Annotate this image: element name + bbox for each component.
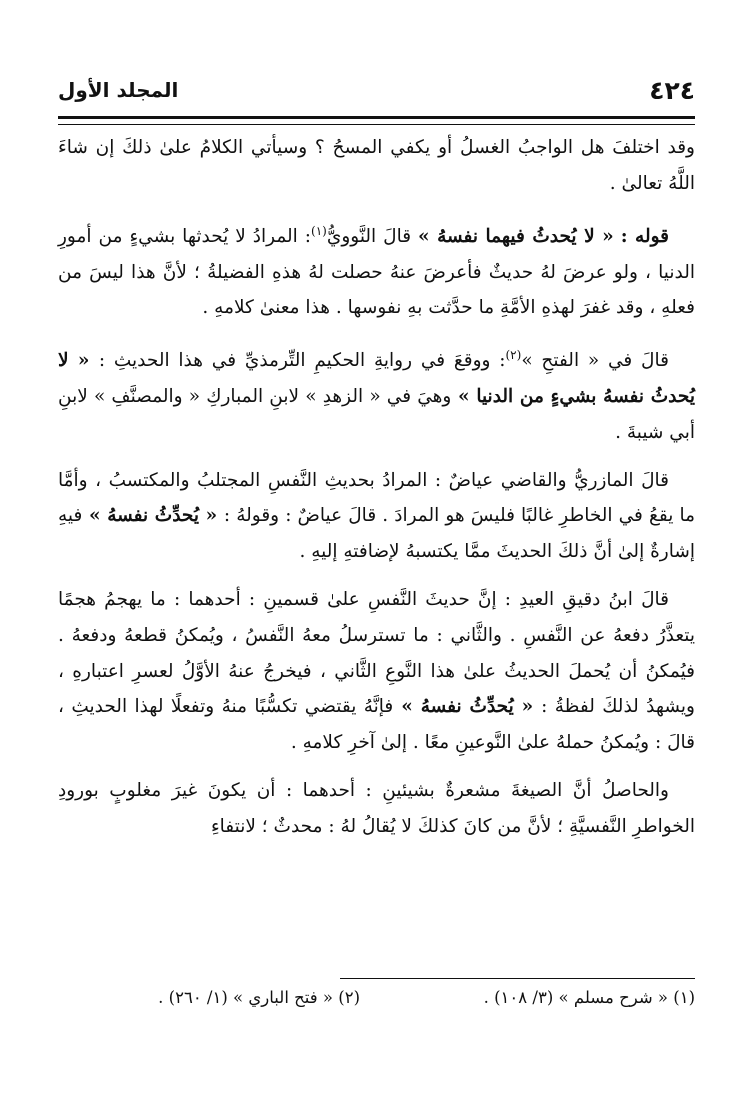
paragraph-text: فيهِ إشارةٌ إلىٰ أنَّ ذلكَ الحديثَ ممَّا يكتسبهُ لإضافتهِ إليهِ . [58,505,695,563]
header-rule [58,116,695,125]
paragraph-5 [58,582,695,761]
paragraph-6 [58,773,695,845]
paragraph-text: والحاصلُ أنَّ الصيغةَ مشعرةٌ بشيئينِ : أحدهما : أن يكونَ غيرَ مغلوبٍ بورودِ الخواطرِ النَّفسيَّةِ ؛ لأنَّ من كانَ كذلكَ لا يُقالُ لهُ : محدثٌ ؛ لانتفاءِ [58,780,695,837]
paragraph-text: فإنَّهُ يقتضي تكسُّبًا منهُ وتفعلًا لهذا الحديثِ ، قالَ : ويُمكنُ حملهُ علىٰ النَّوعينِ معًا . إلىٰ آخرِ كلامهِ . [58,696,695,754]
paragraph-text: وقد اختلفَ هل الواجبُ الغسلُ أو يكفي المسحُ ؟ وسيأتي الكلامُ علىٰ ذلكَ إن شاءَ اللَّهُ تعالىٰ . [58,137,695,194]
footnote-2: (٢) « فتح الباري » (١/ ٢٦٠) . [158,988,360,1007]
paragraph-text: قالَ المازريُّ والقاضي عياضٌ : المرادُ بحديثِ النَّفسِ المجتلبُ والمكتسبُ ، وأمَّا ما يقعُ في الخاطرِ غالبًا فليسَ هو المرادَ . قالَ عياضٌ : وقولهُ : [58,469,695,527]
footnote-ref[interactable]: (٢) [505,348,522,363]
paragraph-text: قالَ ابنُ دقيقِ العيدِ : إنَّ حديثَ النَّفسِ علىٰ قسمينِ : أحدهما : ما يهجمُ هجمًا يتعذَّرُ دفعهُ عن النَّفسِ . والثَّاني : ما تسترسلُ معهُ النَّفسُ ، ويُمكنُ قطعهُ ودفعهُ . فيُمكنُ أن يُحملَ الحديثُ علىٰ هذا النَّوعِ الثَّاني ، فيخرجُ عنهُ الأوَّلُ لعسرِ اعتبارهِ ، ويشهدُ لذلكَ لفظةُ : [58,589,695,718]
footnote-1: (١) « شرح مسلم » (٣/ ١٠٨) . [483,988,695,1007]
paragraph-text: قالَ النَّوويُّ [326,225,419,247]
page-number: ٤٢٤ [649,76,695,105]
paragraph-text: قالَ في « الفتحِ » [521,350,669,372]
paragraph-text: : ووقعَ في روايةِ الحكيمِ التِّرمذيِّ في هذا الحديثِ : [98,350,506,372]
paragraph-2 [58,214,695,327]
commentary-lead: قوله : [620,225,669,247]
paragraph-4 [58,463,695,570]
hadith-quote: « يُحدِّثُ نفسهُ » [82,505,224,527]
paragraph-text: : المرادُ لا يُحدثها بشيءٍ من أمورِ الدنيا ، ولو عرضَ لهُ حديثٌ فأعرضَ عنهُ حصلت لهُ هذهِ الفضيلةُ ؛ لأنَّ هذا ليسَ من فعلهِ ، وقد غفرَ لهذهِ الأمَّةِ ما حدَّثت بهِ نفوسها . هذا معنىٰ كلامهِ . [58,225,695,319]
hadith-quote: « يُحدِّثُ نفسهُ » [393,696,542,718]
footnotes [58,988,695,1016]
running-head: المجلد الأول [58,78,179,102]
paragraph-1 [58,130,695,202]
paragraph-text: وهيَ في « الزهدِ » لابنِ المباركِ « والمصنَّفِ » لابنِ أبي شيبةَ . [58,386,695,443]
hadith-quote: « لا يُحدثُ فيهما نفسهُ » [418,225,614,247]
page-header [58,76,695,116]
paragraph-3 [58,338,695,451]
footnote-ref[interactable]: (١) [311,223,327,238]
main-text [58,130,695,857]
hadith-quote: « لا يُحدثُ نفسهُ بشيءٍ من الدنيا » [58,350,695,408]
footnote-rule [340,978,695,979]
